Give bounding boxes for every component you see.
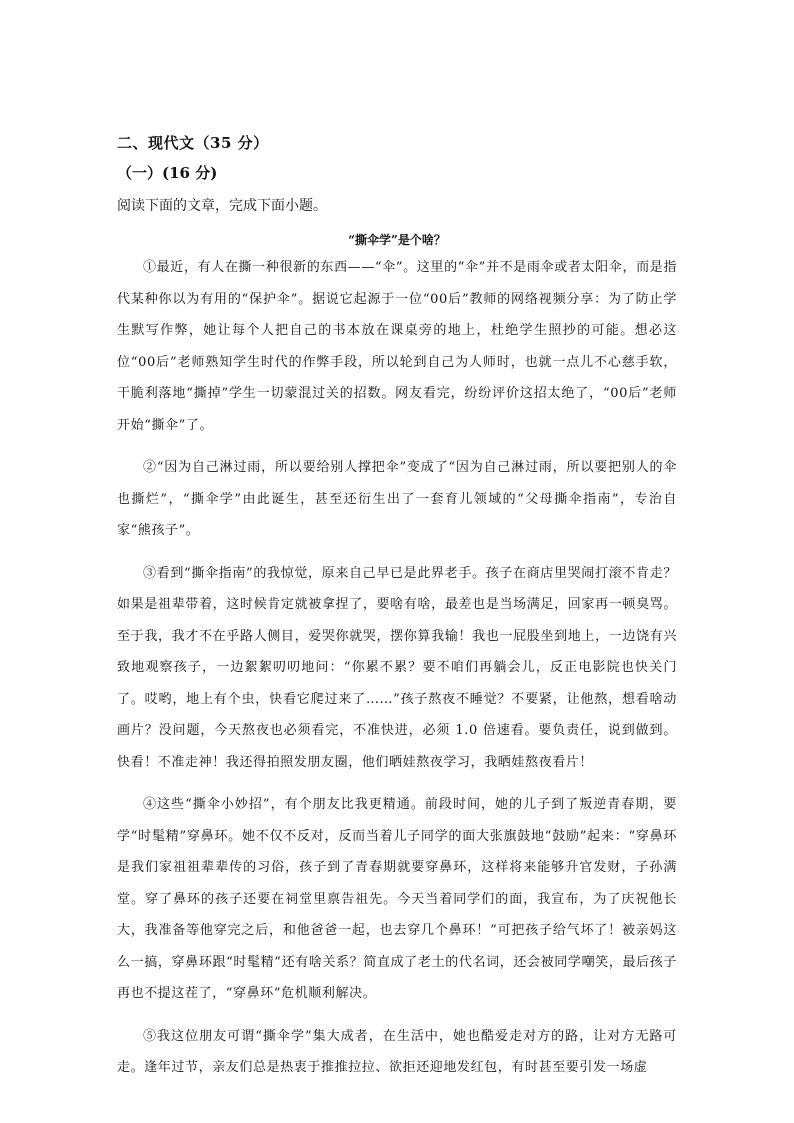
article-title: “撕伞学”是个啥？ [348, 233, 446, 247]
section-heading: 二、现代文（35 分） [117, 134, 269, 152]
instruction-text: 阅读下面的文章，完成下面小题。 [117, 198, 327, 214]
paragraph-4: ④这些“撕伞小妙招”，有个朋友比我更精通。前段时间，她的儿子到了叛逆青春期，要学“时髦精”穿鼻环。她不仅不反对，反而当着儿子同学的面大张旗鼓地“鼓励”起来：“穿鼻环是我们家祖祖辈辈传的习俗，孩子到了青春期就要穿鼻环，这样将来能够升官发财，子孙满堂。穿了鼻环的孩子还要在祠堂里禀告祖先。今天当着同学们的面，我宣布，为了庆祝他长大，我准备等他穿完之后，和他爸爸一起，也去穿几个鼻环！”可把孩子给气坏了！被亲妈这么一搞，穿鼻环跟“时髦精”还有啥关系？简直成了老土的代名词，还会被同学嘲笑，最后孩子再也不提这茬了，“穿鼻环”危机顺利解决。 [117, 797, 677, 1001]
paragraph-2: ②“因为自己淋过雨，所以要给别人撑把伞”变成了“因为自己淋过雨，所以要把别人的伞也撕烂”，“撕伞学”由此诞生，甚至还衍生出了一套育儿领域的“父母撕伞指南”，专治自家“熊孩子”。 [117, 460, 677, 538]
paragraph-5: ⑤我这位朋友可谓“撕伞学”集大成者，在生活中，她也酷爱走对方的路，让对方无路可走。逢年过节，亲友们总是热衷于推推拉拉、欲拒还迎地发红包，有时甚至要引发一场虚 [117, 1028, 677, 1075]
paragraph-1: ①最近，有人在撕一种很新的东西——“伞”。这里的“伞”并不是雨伞或者太阳伞，而是指代某种你以为有用的“保护伞”。据说它起源于一位“00后”教师的网络视频分享：为了防止学生默写作弊，她让每个人把自己的书本放在课桌旁的地上，杜绝学生照抄的可能。想必这位“00后”老师熟知学生时代的作弊手段，所以轮到自己为人师时，也就一点儿不心慈手软，干脆利落地“撕掉”学生一切蒙混过关的招数。网友看完，纷纷评价这招太绝了，“00后”老师开始“撕伞”了。 [117, 260, 677, 433]
paragraph-3: ③看到“撕伞指南”的我惊觉，原来自己早已是此界老手。孩子在商店里哭闹打滚不肯走？如果是祖辈带着，这时候肯定就被拿捏了，要啥有啥，最差也是当场满足，回家再一顿臭骂。至于我，我才不在乎路人侧目，爱哭你就哭，摆你算我输！我也一屁股坐到地上，一边饶有兴致地观察孩子，一边絮絮叨叨地问：“你累不累？要不咱们再躺会儿，反正电影院也快关门了。哎哟，地上有个虫，快看它爬过来了……”孩子熬夜不睡觉？不要紧，让他熬，想看啥动画片？没问题，今天熬夜也必须看完，不准快进，必须 1.0 倍速看。要负责任，说到做到。快看！不准走神！我还得拍照发朋友圈，他们晒娃熬夜学习，我晒娃熬夜看片！ [117, 565, 677, 770]
article-body [117, 252, 677, 1095]
sub-heading: （一）(16 分) [117, 164, 218, 182]
